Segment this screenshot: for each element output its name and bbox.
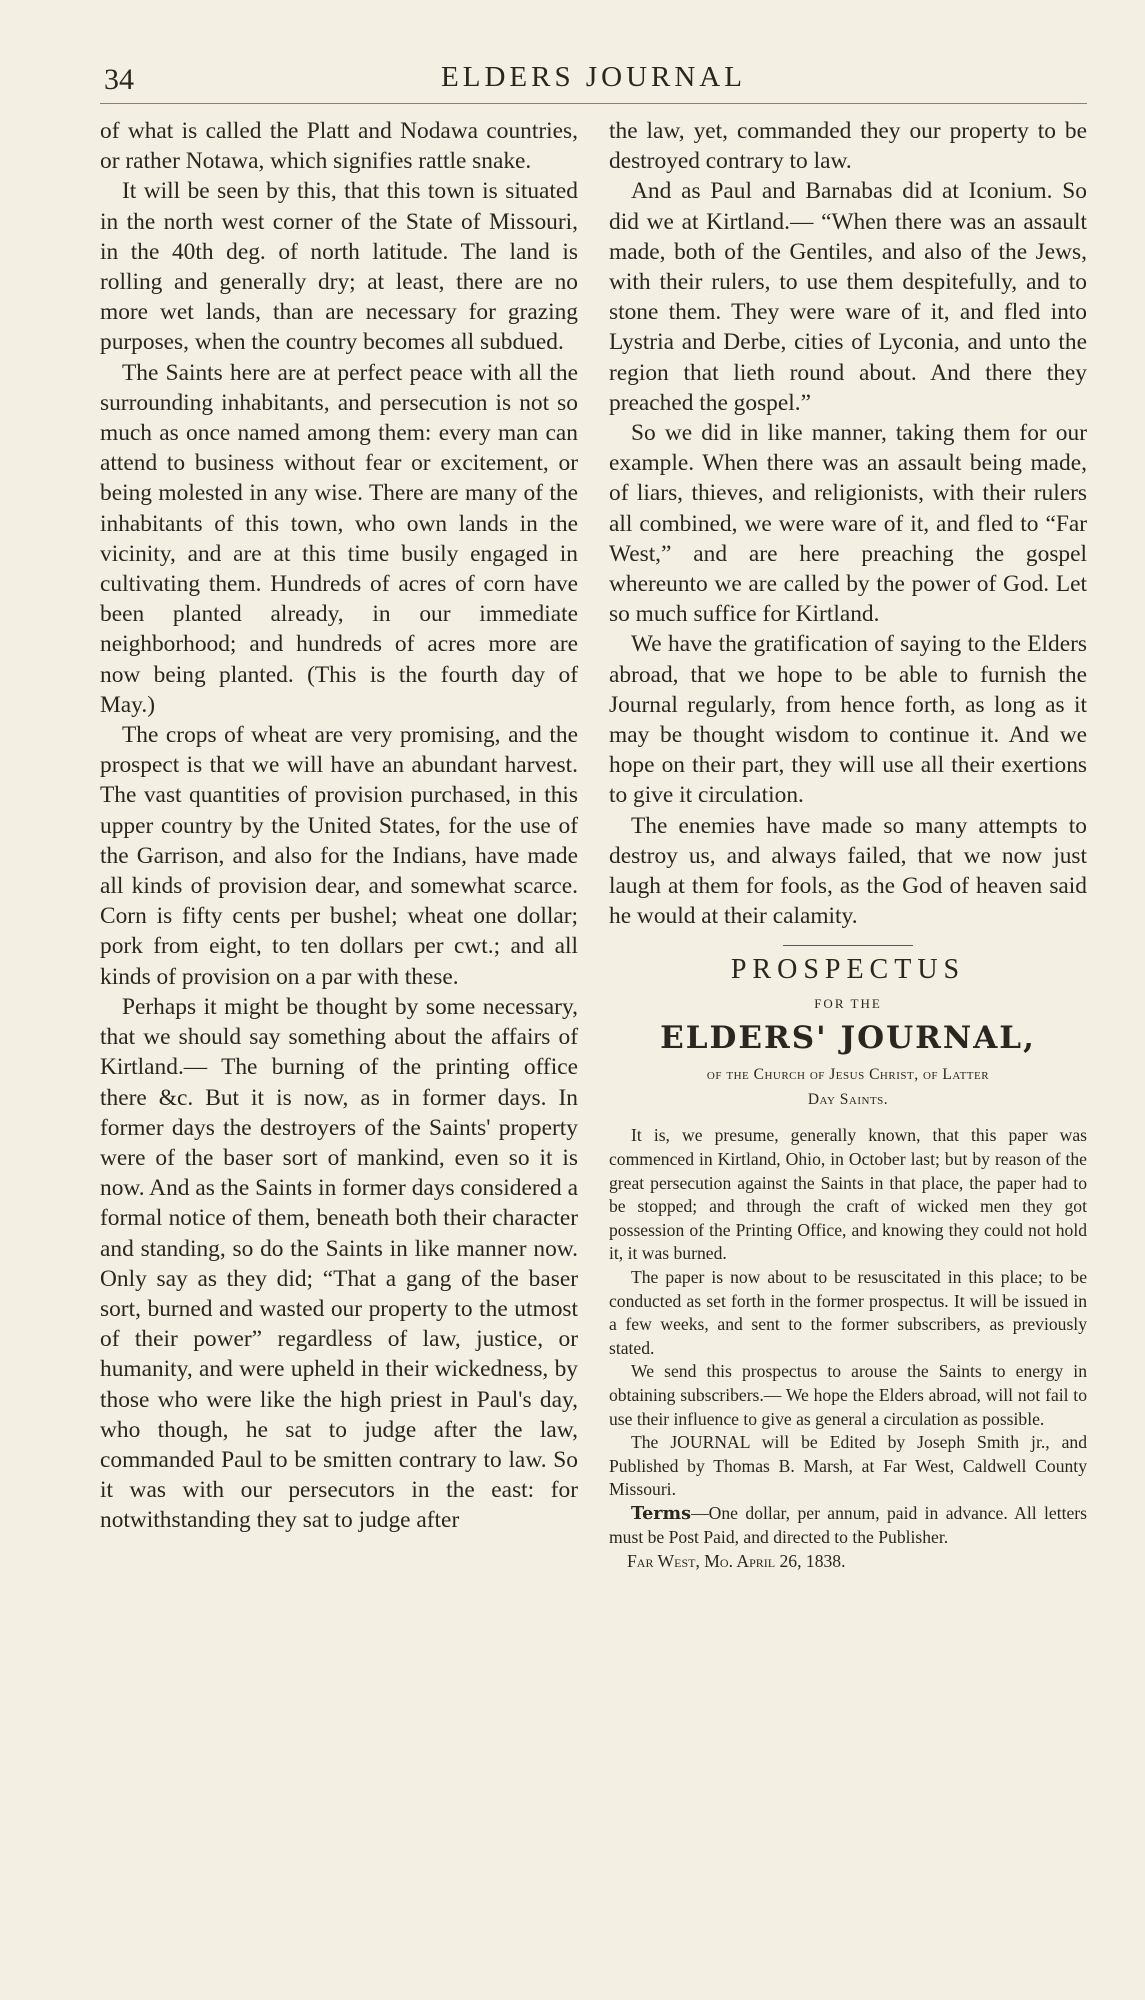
right-paragraph: So we did in like manner, taking them for our example. When there was an assault being made, of liars, thieves, and religionists, with their rulers all combined, we were ware of it, and fled to “Far West,” and are here preaching the gospel whereunto we are called by the power of God. Let so much suffice for Kirtland. — [609, 420, 1087, 628]
left-paragraph: The Saints here are at perfect peace with all the surrounding inhabitants, and persecution is not so much as once named among them: every man can attend to business without fear or excitement, or being molested in any wise. There are many of the inhabitants of this town, who own lands in the vicinity, and are at this time busily engaged in cultivating them. Hundreds of acres of corn have been planted already, in our immediate neighborhood; and hundreds of acres more are now being planted. (This is the fourth day of May.) — [100, 359, 578, 718]
left-column — [100, 116, 578, 1573]
prospectus-section — [609, 954, 1087, 1573]
terms-text: —One dollar, per annum, paid in advance. All letters must be Post Paid, and directed to the Publisher. — [609, 1502, 1087, 1547]
left-paragraph: Perhaps it might be thought by some necessary, that we should say something about the affairs of Kirtland.— The burning of the printing office there &c. But it is now, as in former days. In former days the destroyers of the Saints' property were of the baser sort of mankind, even so it is now. And as the Saints in former days considered a formal notice of them, beneath both their character and standing, so do the Saints in like manner now. Only say as they did; “That a gang of the baser sort, burned and wasted our property to the utmost of their power” regardless of law, justice, or humanity, and were upheld in their wickedness, by those who were like the high priest in Paul's day, who though, he sat to judge after the law, commanded Paul to be smitten contrary to law. So it was with our persecutors in the east: for notwithstanding they sat to judge after — [100, 993, 578, 1534]
running-title: ELDERS JOURNAL — [441, 61, 746, 93]
terms-label: Terms — [631, 1502, 692, 1524]
prospectus-paragraph: The JOURNAL will be Edited by Joseph Smith jr., and Published by Thomas B. Marsh, at Far West, Caldwell County Missouri. — [609, 1432, 1087, 1500]
section-divider — [783, 945, 913, 946]
left-paragraph: It will be seen by this, that this town is situated in the north west corner of the State of Missouri, in the 40th deg. of north latitude. The land is rolling and generally dry; at least, there are no more wet lands, than are necessary for grazing purposes, when the country becomes all subdued. — [100, 178, 578, 356]
left-paragraph: The crops of wheat are very promising, and the prospect is that we will have an abundant harvest. The vast quantities of provision purchased, in this upper country by the United States, for the use of the Garrison, and also for the Indians, have made all kinds of provision dear, and somewhat scarce. Corn is fifty cents per bushel; wheat one dollar; pork from eight, to ten dollars per cwt.; and all kinds of provision on a par with these. — [100, 722, 578, 990]
church-name — [609, 1062, 1087, 1112]
page-number: 34 — [104, 63, 134, 96]
right-paragraph: the law, yet, commanded they our property to be destroyed contrary to law. — [609, 118, 1087, 175]
prospectus-paragraph: We send this prospectus to arouse the Saints to energy in obtaining subscribers.— We hope the Elders abroad, will not fail to use their influence to give as general a circulation as possible. — [609, 1361, 1087, 1429]
right-paragraph: The enemies have made so many attempts to destroy us, and always failed, that we now just laugh at them for fools, as the God of heaven said he would at their calamity. — [609, 812, 1087, 930]
church-line-1: of the Church of Jesus Christ, of Latter — [706, 1066, 990, 1084]
church-line-2: Day Saints. — [807, 1091, 889, 1109]
dateline: Far West, Mo. April 26, 1838. — [627, 1551, 846, 1572]
columns — [100, 116, 1087, 1573]
prospectus-paragraph: It is, we presume, generally known, that this paper was commenced in Kirtland, Ohio, in October last; but by reason of the great persecution against the Saints in that place, the paper had to be stopped; and through the craft of wicked men they got possession of the Printing Office, and knowing they could not hold it, it was burned. — [609, 1125, 1087, 1264]
prospectus-title: PROSPECTUS — [730, 954, 966, 986]
journal-name: ELDERS' JOURNAL, — [660, 1020, 1036, 1057]
terms-paragraph — [609, 1502, 1087, 1549]
prospectus-for-label: FOR THE — [814, 996, 882, 1012]
page-header — [100, 55, 1087, 104]
prospectus-paragraph: The paper is now about to be resuscitated in this place; to be conducted as set forth in the former prospectus. It will be issued in a few weeks, and sent to the former subscribers, as previously stated. — [609, 1267, 1087, 1358]
right-paragraph: And as Paul and Barnabas did at Iconium. So did we at Kirtland.— “When there was an assault made, both of the Gentiles, and also of the Jews, with their rulers, to use them despitefully, and to stone them. They were ware of it, and fled into Lystria and Derbe, cities of Lyconia, and unto the region that lieth round about. And there they preached the gospel.” — [609, 178, 1087, 416]
right-column — [609, 116, 1087, 1573]
right-paragraph: We have the gratification of saying to the Elders abroad, that we hope to be able to furnish the Journal regularly, from hence forth, as long as it may be thought wisdom to continue it. And we hope on their part, they will use all their exertions to give it circulation. — [609, 631, 1087, 809]
left-paragraph: of what is called the Platt and Nodawa countries, or rather Notawa, which signifies rattle snake. — [100, 118, 578, 175]
